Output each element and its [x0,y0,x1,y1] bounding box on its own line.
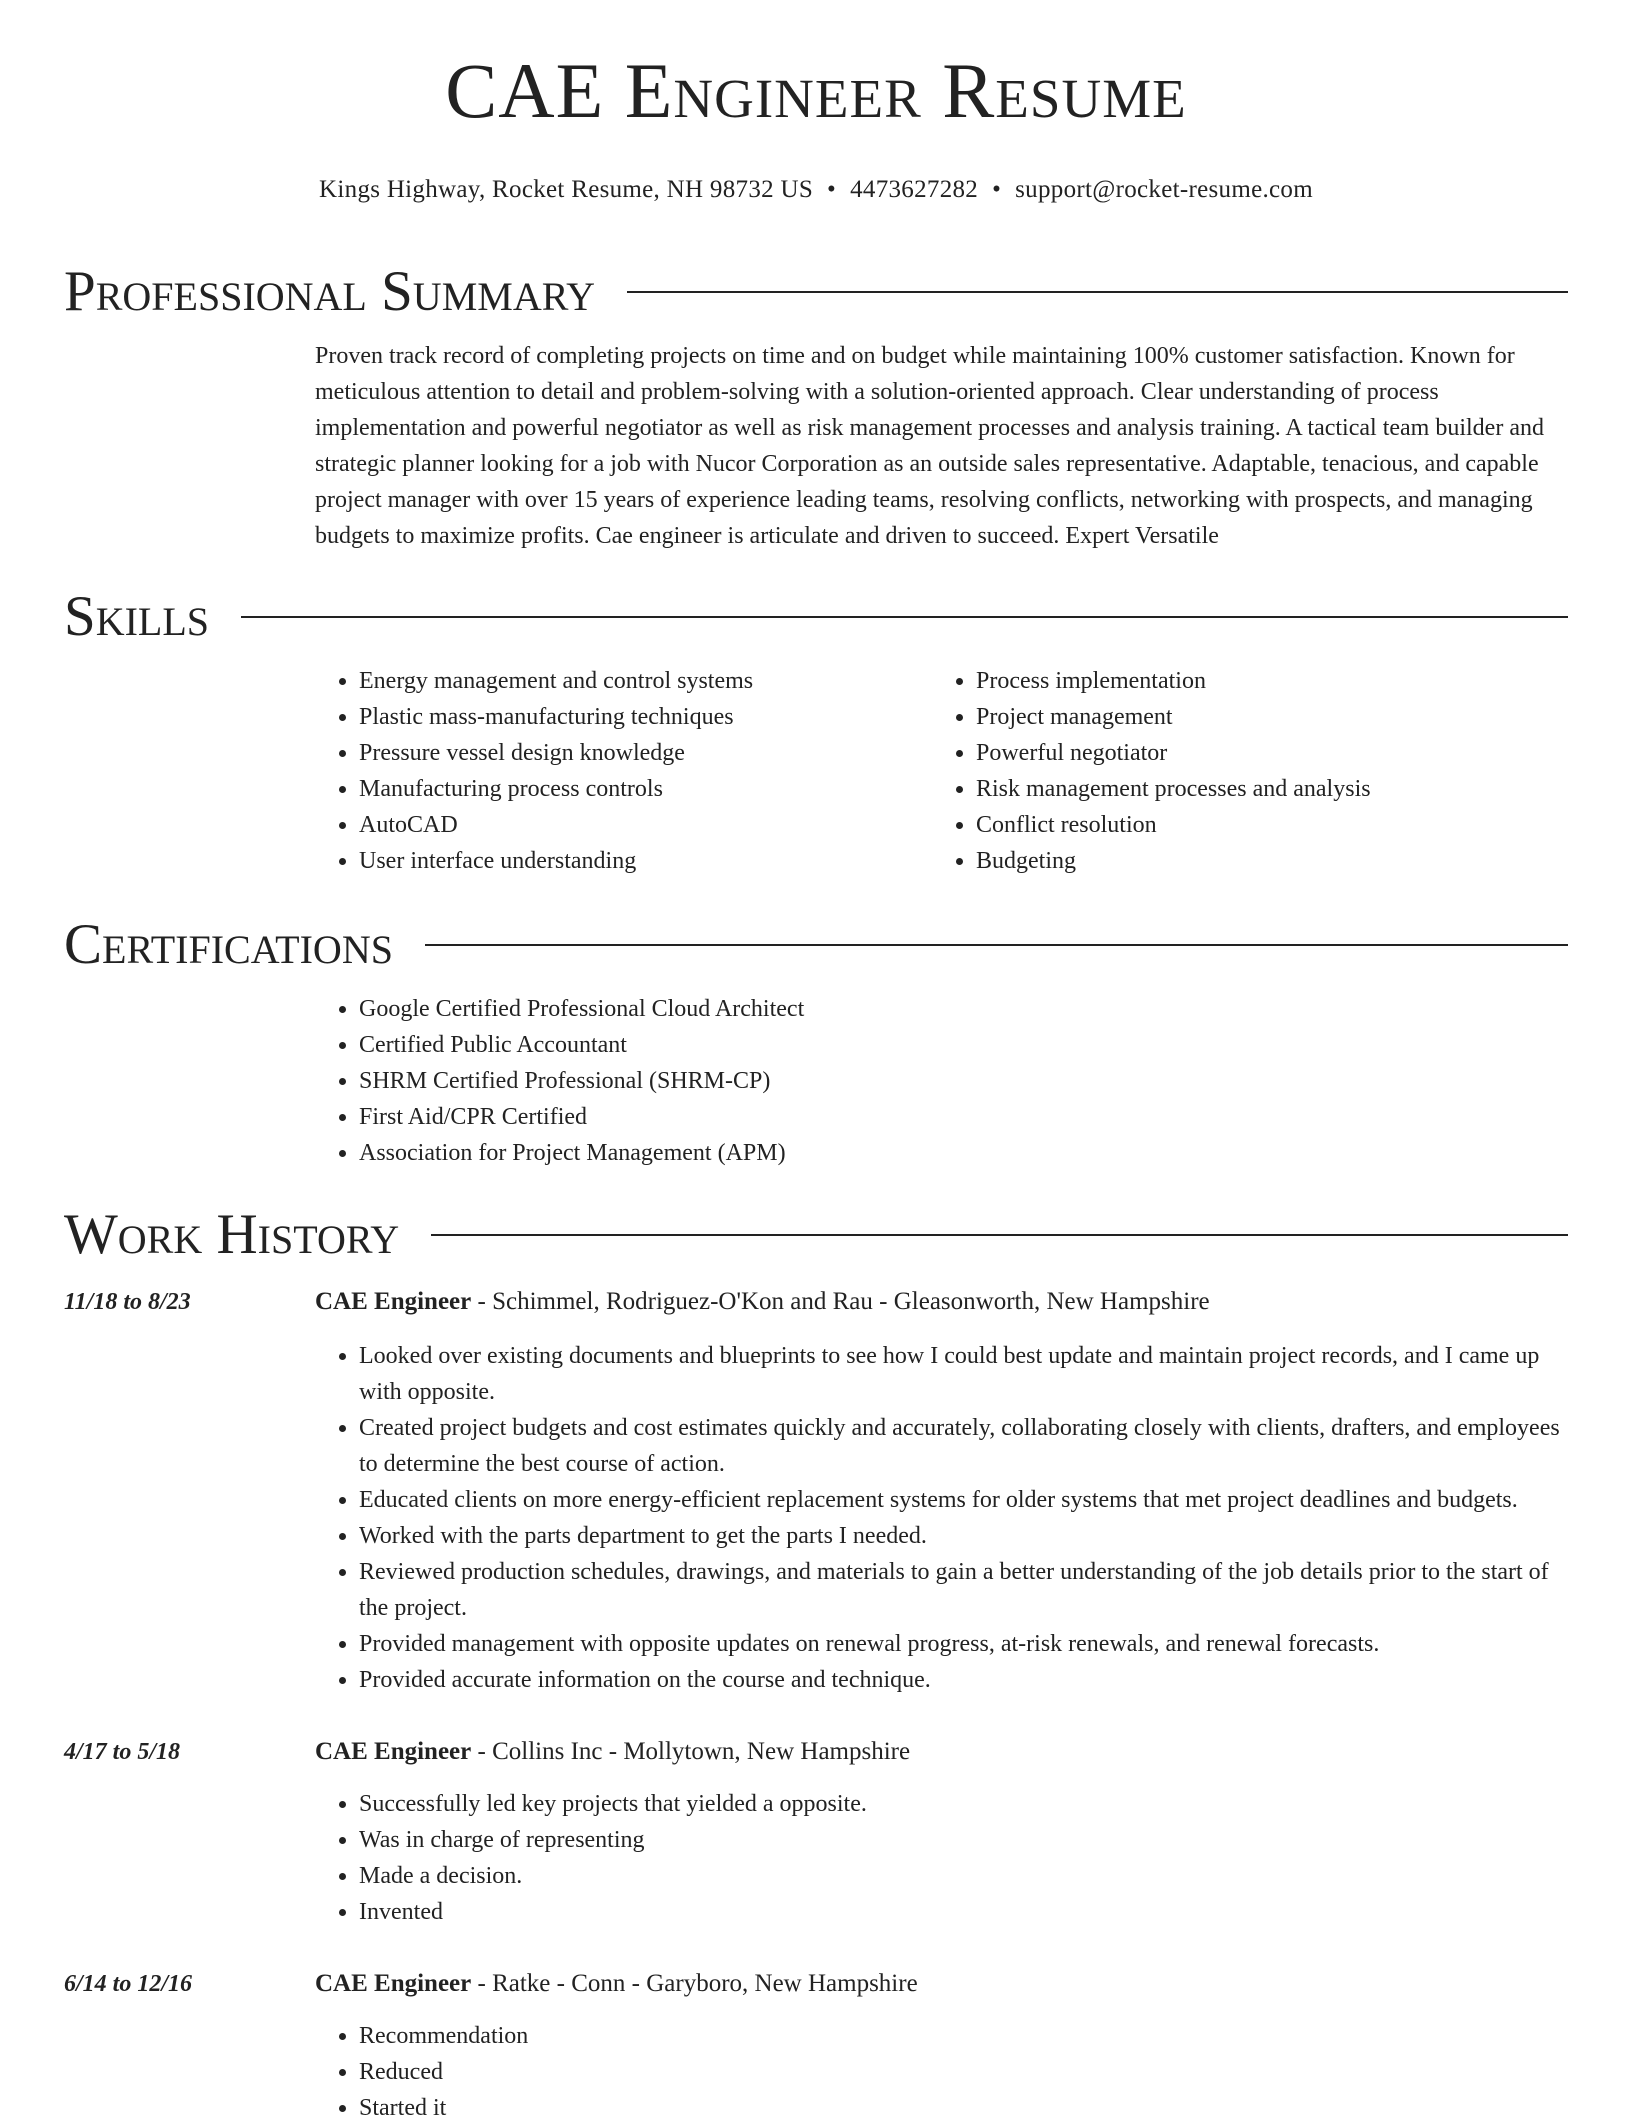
job-employer-location: - Ratke - Conn - Garyboro, New Hampshire [471,1970,918,1997]
job-dates: 6/14 to 12/16 [64,1971,193,1997]
skill-item: • Powerful negotiator [976,735,1371,771]
certifications-list [315,991,804,1171]
job-duty-item: • Looked over existing documents and blueprints to see how I could best update and maintain project records, and I came up with opposite. [359,1338,1575,1410]
skill-item: • User interface understanding [359,843,753,879]
job-duty-item: • Reduced [359,2054,1575,2090]
certification-item: • Certified Public Accountant [359,1027,804,1063]
skill-item: • AutoCAD [359,807,753,843]
skills-section-header [64,585,1568,648]
certification-item: • Association for Project Management (APM) [359,1135,804,1171]
contact-phone: 4473627282 [850,176,979,203]
contact-email[interactable]: support@rocket-resume.com [1015,176,1313,203]
job-duty-item: • Invented [359,1894,1575,1930]
job-employer-location: - Collins Inc - Mollytown, New Hampshire [471,1738,911,1765]
skills-left-column [315,663,753,879]
section-divider [431,1234,1568,1236]
job-duty-item: • Educated clients on more energy-efficient replacement systems for older systems that met project deadlines and budgets. [359,1482,1575,1518]
summary-text: Proven track record of completing projects on time and on budget while maintaining 100% customer satisfaction. Known for meticulous attention to detail and problem-solving with a solution-oriented approach. Clear understanding of process implementation and powerful negotiator as well as risk management processes and analysis training. A tactical team builder and strategic planner looking for a job with Nucor Corporation as an outside sales representative. Adaptable, tenacious, and capable project manager with over 15 years of experience leading teams, resolving conflicts, networking with prospects, and managing budgets to maximize profits. Cae engineer is articulate and driven to succeed. Expert Versatile [315,343,1544,549]
summary-heading: Professional Summary [64,260,596,323]
job-duties [315,1338,1575,1698]
job-duties-list [315,1338,1575,1698]
certifications-block [315,991,804,1171]
job-title: CAE Engineer [315,1738,472,1765]
skills-heading: Skills [64,585,210,648]
job-duty-item: • Reviewed production schedules, drawings, and materials to gain a better understanding of the job details prior to the start of the project. [359,1554,1575,1626]
contact-separator: • [992,176,1002,203]
job-duties [315,2018,1575,2126]
section-divider [425,944,1568,946]
skills-right-column [932,663,1371,879]
job-duties [315,1786,1575,1930]
job-duty-item: • Recommendation [359,2018,1575,2054]
certification-item: • First Aid/CPR Certified [359,1099,804,1135]
skills-right-list [932,663,1371,879]
summary-section-header [64,260,1568,323]
certification-item: • Google Certified Professional Cloud Architect [359,991,804,1027]
job-duty-item: • Provided management with opposite updates on renewal progress, at-risk renewals, and renewal forecasts. [359,1626,1575,1662]
certifications-section-header [64,913,1568,976]
skill-item: • Energy management and control systems [359,663,753,699]
job-dates: 11/18 to 8/23 [64,1289,191,1315]
skill-item: • Manufacturing process controls [359,771,753,807]
certifications-heading: Certifications [64,913,393,976]
skill-item: • Plastic mass-manufacturing techniques [359,699,753,735]
job-title: CAE Engineer [315,1288,472,1315]
job-duties-list [315,2018,1575,2126]
certification-item: • SHRM Certified Professional (SHRM-CP) [359,1063,804,1099]
skill-item: • Risk management processes and analysis [976,771,1371,807]
job-duty-item: • Provided accurate information on the course and technique. [359,1662,1575,1698]
job-duty-item: • Created project budgets and cost estimates quickly and accurately, collaborating closely with clients, drafters, and employees to determine the best course of action. [359,1410,1575,1482]
job-heading [315,1734,910,1770]
skill-item: • Pressure vessel design knowledge [359,735,753,771]
job-title: CAE Engineer [315,1970,472,1997]
job-duty-item: • Successfully led key projects that yielded a opposite. [359,1786,1575,1822]
job-employer-location: - Schimmel, Rodriguez-O'Kon and Rau - Gleasonworth, New Hampshire [471,1288,1210,1315]
job-dates: 4/17 to 5/18 [64,1739,181,1765]
job-duty-item: • Was in charge of representing [359,1822,1575,1858]
job-duty-item: • Started it [359,2090,1575,2126]
contact-separator: • [827,176,837,203]
job-duties-list [315,1786,1575,1930]
job-duty-item: • Worked with the parts department to get the parts I needed. [359,1518,1575,1554]
resume-title: CAE Engineer Resume [445,47,1187,134]
skills-left-list [315,663,753,879]
skill-item: • Project management [976,699,1371,735]
skill-item: • Conflict resolution [976,807,1371,843]
work-history-section-header [64,1203,1568,1266]
job-heading [315,1966,918,2002]
job-heading [315,1284,1210,1320]
contact-address: Kings Highway, Rocket Resume, NH 98732 US [319,176,814,203]
skill-item: • Budgeting [976,843,1371,879]
skill-item: • Process implementation [976,663,1371,699]
job-duty-item: • Made a decision. [359,1858,1575,1894]
work-history-heading: Work History [64,1203,400,1266]
section-divider [241,616,1568,618]
section-divider [627,291,1568,293]
contact-line [0,176,1632,204]
